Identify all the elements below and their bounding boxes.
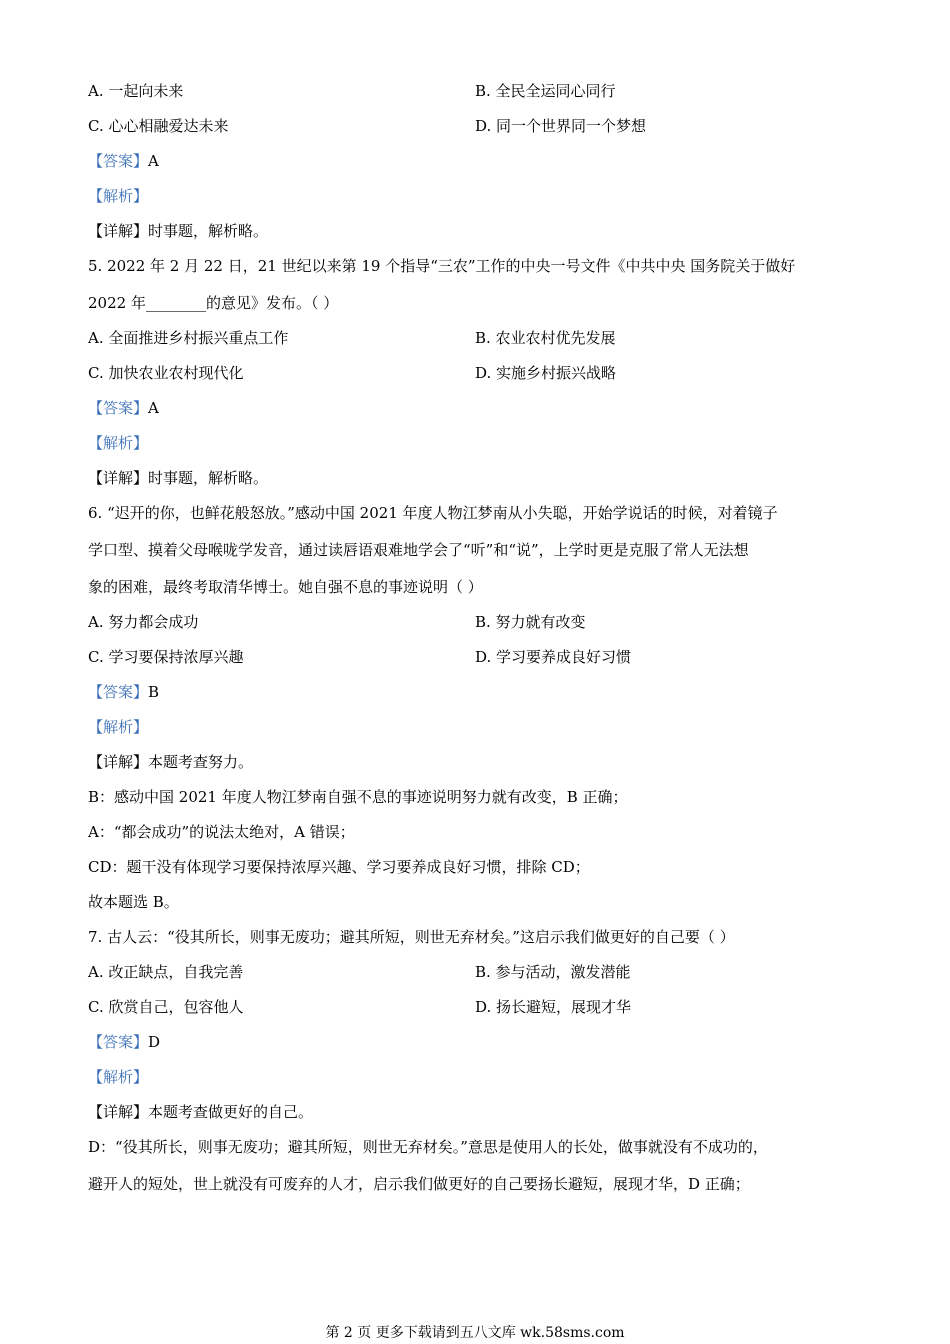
q5-analysis-tag: 【解析】 <box>88 434 149 452</box>
q7-option-b: B. 参与活动，激发潜能 <box>475 963 631 981</box>
q4-option-d: D. 同一个世界同一个梦想 <box>475 117 647 135</box>
answer-value: A <box>148 152 159 170</box>
q5-detail: 【详解】时事题，解析略。 <box>88 469 269 487</box>
answer-tag: 【答案】 <box>88 683 149 701</box>
q5-stem-line-1: 5. 2022 年 2 月 22 日，21 世纪以来第 19 个指导“三农”工作的中央一号文件《中共中央 国务院关于做好 <box>88 257 796 275</box>
q4-option-a: A. 一起向未来 <box>88 82 184 100</box>
q6-explanation-3: CD：题干没有体现学习要保持浓厚兴趣、学习要养成良好习惯，排除 CD； <box>88 858 590 876</box>
q4-option-b: B. 全民全运同心同行 <box>475 82 616 100</box>
q6-stem-line-3: 象的困难，最终考取清华博士。她自强不息的事迹说明（ ） <box>88 578 483 596</box>
answer-value: A <box>148 399 159 417</box>
q6-stem-line-1: 6. “迟开的你，也鲜花般怒放。”感动中国 2021 年度人物江梦南从小失聪，开始学说话的时候，对着镜子 <box>88 504 778 522</box>
q7-explanation-2: 避开人的短处，世上就没有可废弃的人才，启示我们做更好的自己要扬长避短，展现才华，D 正确； <box>88 1175 750 1193</box>
q5-option-d: D. 实施乡村振兴战略 <box>475 364 617 382</box>
q6-stem-line-2: 学口型、摸着父母喉咙学发音，通过读唇语艰难地学会了“听”和“说”，上学时更是克服了常人无法想 <box>88 541 749 559</box>
answer-tag: 【答案】 <box>88 1033 149 1051</box>
q5-answer <box>88 398 159 418</box>
q4-option-c: C. 心心相融爱达未来 <box>88 117 229 135</box>
q5-option-c: C. 加快农业农村现代化 <box>88 364 244 382</box>
q7-answer <box>88 1032 160 1052</box>
q7-explanation-1: D：“役其所长，则事无废功；避其所短，则世无弃材矣。”意思是使用人的长处，做事就没有不成功的， <box>88 1138 768 1156</box>
q4-detail: 【详解】时事题，解析略。 <box>88 222 269 240</box>
answer-tag: 【答案】 <box>88 152 149 170</box>
q6-option-d: D. 学习要养成良好习惯 <box>475 648 632 666</box>
q6-explanation-2: A：“都会成功”的说法太绝对，A 错误； <box>88 823 355 841</box>
q7-option-a: A. 改正缺点，自我完善 <box>88 963 244 981</box>
q7-stem-line-1: 7. 古人云：“役其所长，则事无废功；避其所短，则世无弃材矣。”这启示我们做更好的自己要（ ） <box>88 928 735 946</box>
q6-option-c: C. 学习要保持浓厚兴趣 <box>88 648 244 666</box>
answer-tag: 【答案】 <box>88 399 149 417</box>
answer-value: D <box>148 1033 161 1051</box>
q7-detail: 【详解】本题考查做更好的自己。 <box>88 1103 314 1121</box>
q6-option-a: A. 努力都会成功 <box>88 613 199 631</box>
q6-answer <box>88 682 159 702</box>
q7-option-d: D. 扬长避短，展现才华 <box>475 998 632 1016</box>
q4-analysis-tag: 【解析】 <box>88 187 149 205</box>
q7-analysis-tag: 【解析】 <box>88 1068 149 1086</box>
q7-option-c: C. 欣赏自己，包容他人 <box>88 998 244 1016</box>
page-footer: 第 2 页 更多下载请到五八文库 wk.58sms.com <box>325 1325 625 1341</box>
q6-detail: 【详解】本题考查努力。 <box>88 753 254 771</box>
q6-option-b: B. 努力就有改变 <box>475 613 586 631</box>
q6-analysis-tag: 【解析】 <box>88 718 149 736</box>
q6-explanation-4: 故本题选 B。 <box>88 893 179 911</box>
q6-explanation-1: B：感动中国 2021 年度人物江梦南自强不息的事迹说明努力就有改变，B 正确； <box>88 788 628 806</box>
q5-option-a: A. 全面推进乡村振兴重点工作 <box>88 329 289 347</box>
answer-value: B <box>148 683 160 701</box>
q5-option-b: B. 农业农村优先发展 <box>475 329 616 347</box>
q5-stem-line-2: 2022 年________的意见》发布。（ ） <box>88 294 339 312</box>
q4-answer <box>88 151 159 171</box>
